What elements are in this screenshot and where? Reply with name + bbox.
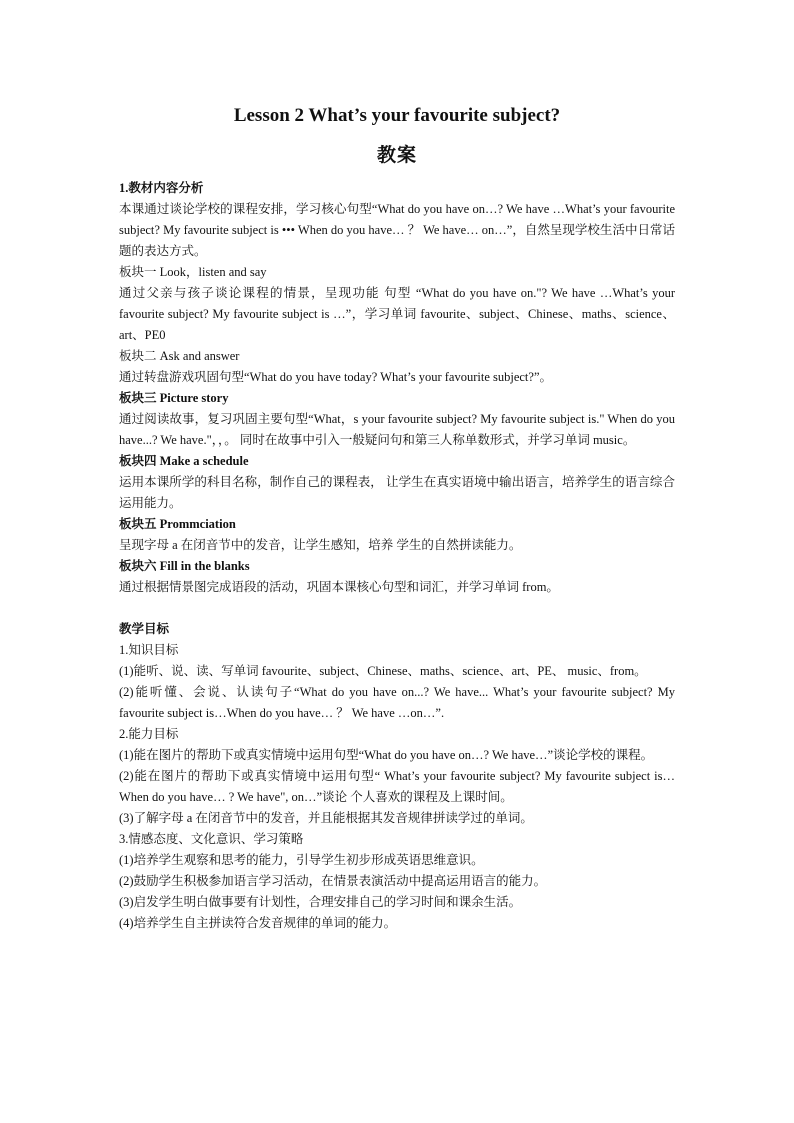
ability-goal-item: (3)了解字母 a 在闭音节中的发音，并且能根据其发音规律拼读学过的单词。 <box>119 811 533 825</box>
block2-text: 通过转盘游戏巩固句型“What do you have today? What’s your favourite subject?”。 <box>119 370 552 384</box>
knowledge-goals-heading: 1.知识目标 <box>119 643 179 657</box>
attitude-goal-item: (1)培养学生观察和思考的能力，引导学生初步形成英语思维意识。 <box>119 853 484 867</box>
document-page <box>119 100 675 934</box>
attitude-goal-item: (4)培养学生自主拼读符合发音规律的单词的能力。 <box>119 916 397 930</box>
block5-heading: 板块五 Prommciation <box>119 517 236 531</box>
attitude-goal-item: (3)启发学生明白做事要有计划性，合理安排自己的学习时间和课余生活。 <box>119 895 522 909</box>
block4-text: 运用本课所学的科目名称，制作自己的课程表， 让学生在真实语境中输出语言，培养学生的语言综合运用能力。 <box>119 475 675 510</box>
block3-heading: 板块三 Picture story <box>119 391 229 405</box>
ability-goal-item: (1)能在图片的帮助下或真实情境中运用句型“What do you have on…? We have…”谈论学校的课程。 <box>119 748 654 762</box>
block4-heading: 板块四 Make a schedule <box>119 454 249 468</box>
ability-goal-item: (2)能在图片的帮助下或真实情境中运用句型“ What’s your favourite subject? My favourite subject is…When do you have… ? We have", on…”谈论 个人喜欢的课程及上课时间。 <box>119 769 675 804</box>
section-heading-analysis: 1.教材内容分析 <box>119 181 204 195</box>
block6-text: 通过根据情景图完成语段的活动，巩固本课核心句型和词汇，并学习单词 from。 <box>119 580 559 594</box>
analysis-intro: 本课通过谈论学校的课程安排，学习核心句型“What do you have on…? We have …What’s your favourite subject? My favourite subject is ••• When do you have… ？ We have… on…”，自然呈现学校生活中日常话题的表达方式。 <box>119 202 675 258</box>
block2-heading: 板块二 Ask and answer <box>119 349 240 363</box>
page-title: Lesson 2 What’s your favourite subject? <box>233 105 561 126</box>
section-spacer <box>119 598 675 619</box>
block6-heading: 板块六 Fill in the blanks <box>119 559 250 573</box>
block3-text: 通过阅读故事，复习巩固主要句型“What，s your favourite subject? My favourite subject is." When do you have...? We have."，，。 同时在故事中引入一般疑问句和第三人称单数形式，并学习单词 music。 <box>119 412 675 447</box>
block1-heading: 板块一 Look，listen and say <box>119 265 267 279</box>
knowledge-goal-item: (1)能听、说、读、写单词 favourite、subject、Chinese、maths、science、art、PE、 music、from。 <box>119 664 647 678</box>
attitude-goal-item: (2)鼓励学生积极参加语言学习活动，在情景表演活动中提高运用语言的能力。 <box>119 874 547 888</box>
attitude-goals-heading: 3.情感态度、文化意识、学习策略 <box>119 832 304 846</box>
knowledge-goal-item: (2)能听懂、会说、认读句子“What do you have on...? We have... What’s your favourite subject? My favourite subject is…When do you have… ？ We have …on…”. <box>119 685 675 720</box>
block5-text: 呈现字母 a 在闭音节中的发音，让学生感知，培养 学生的自然拼读能力。 <box>119 538 522 552</box>
section-heading-goals: 教学目标 <box>119 622 170 636</box>
ability-goals-heading: 2.能力目标 <box>119 727 179 741</box>
block1-text: 通过父亲与孩子谈论课程的情景，呈现功能 句型 “What do you have on."? We have …What’s your favourite subject? My favourite subject is …”，学习单词 favourite、subject、Chinese、maths、science、 art、PE0 <box>119 286 675 342</box>
page-subtitle: 教案 <box>376 145 417 166</box>
